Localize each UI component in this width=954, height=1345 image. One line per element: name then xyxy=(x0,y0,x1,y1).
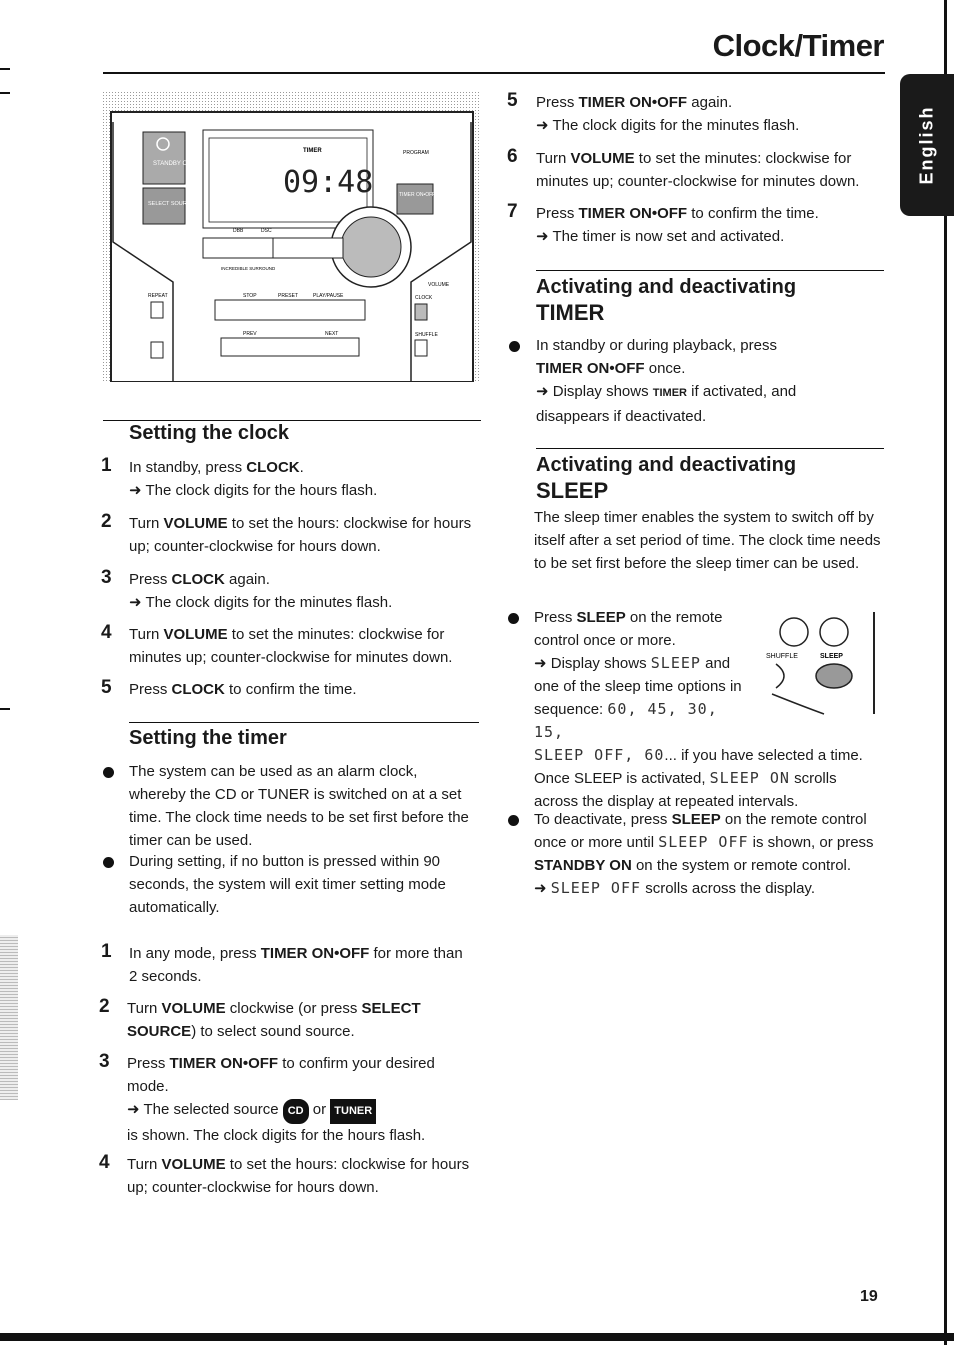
title-rule xyxy=(103,72,885,74)
step-number: 2 xyxy=(101,511,112,532)
timer-step-3: Press TIMER ON•OFF to confirm your desired mode. ➜ The selected source CD or TUNER is shown. The clock digits for the hours flash. xyxy=(127,1055,435,1144)
incredible-label: INCREDIBLE SURROUND xyxy=(221,266,276,271)
remote-sleep-label: SLEEP xyxy=(820,653,843,660)
dsc-label: DSC xyxy=(261,228,272,234)
select-source-label: SELECT SOURCE xyxy=(148,201,195,207)
prev-label: PREV xyxy=(243,331,257,337)
dbb-label: DBB xyxy=(233,228,244,234)
clock-step-5: Press CLOCK to confirm the time. xyxy=(129,681,357,698)
timer-bullet-2: During setting, if no button is pressed within 90 seconds, the system will exit timer setting mode automatically. xyxy=(129,853,446,916)
timer-step-7: Press TIMER ON•OFF to confirm the time. ➜ The timer is now set and activated. xyxy=(536,205,819,245)
sleep-bullet-2: To deactivate, press SLEEP on the remote control once or more until SLEEP OFF is shown, or press STANDBY ON on the system or remote control. ➜ SLEEP OFF scrolls across the display. xyxy=(534,811,874,897)
timer-heading: Setting the timer xyxy=(129,727,287,749)
bullet xyxy=(508,815,519,826)
margin-mark xyxy=(0,708,10,710)
language-tab-label: English xyxy=(916,105,937,185)
clock-step-4: Turn VOLUME to set the minutes: clockwise for minutes up; counter-clockwise for minutes down. xyxy=(129,626,453,666)
remote-shuffle-label: SHUFFLE xyxy=(766,653,798,660)
margin-mark xyxy=(0,68,10,70)
act-timer-text: In standby or during playback, press TIMER ON•OFF once. ➜ Display shows TIMER if activated, and disappears if deactivated. xyxy=(536,337,797,425)
timer-step-4: Turn VOLUME to set the hours: clockwise for hours up; counter-clockwise for hours down. xyxy=(127,1156,470,1196)
language-tab xyxy=(900,74,954,216)
clock-step-2: Turn VOLUME to set the hours: clockwise for hours up; counter-clockwise for hours down. xyxy=(129,515,472,555)
timer-step-6: Turn VOLUME to set the minutes: clockwise for minutes up; counter-clockwise for minutes down. xyxy=(536,150,860,190)
clock-step-1: In standby, press CLOCK. ➜ The clock digits for the hours flash. xyxy=(129,459,378,499)
sleep-bullet-1: Press SLEEP on the remote control once or more. ➜ Display shows SLEEP and one of the sleep time options in sequence: 60, 45, 30, 15, SLEEP OFF, 60... if you have selected a time. Once SLEEP is activated, SLEEP ON scrolls across the display at repeated intervals. xyxy=(534,609,863,810)
step-number: 3 xyxy=(99,1051,110,1072)
timer-bullet-1: The system can be used as an alarm clock, whereby the CD or TUNER is switched on at a set time. The clock time needs to be set first before the timer can be used. xyxy=(129,763,469,849)
section-rule xyxy=(536,448,884,449)
step-number: 3 xyxy=(101,567,112,588)
step-number: 2 xyxy=(99,996,110,1017)
sleep-intro: The sleep timer enables the system to switch off by itself after a set period of time. The clock time needs to be set first before the sleep timer can be used. xyxy=(534,509,881,572)
step-number: 1 xyxy=(101,941,112,962)
step-number: 7 xyxy=(507,201,518,222)
timer-step-5: Press TIMER ON•OFF again. ➜ The clock digits for the minutes flash. xyxy=(536,94,800,134)
section-rule xyxy=(129,722,479,723)
section-rule xyxy=(536,270,884,271)
margin-mark xyxy=(0,92,10,94)
bullet xyxy=(103,767,114,778)
program-label: PROGRAM xyxy=(403,150,429,156)
device-illustration xyxy=(103,92,481,382)
act-timer-heading: Activating and deactivating TIMER xyxy=(536,276,797,325)
page-bottom-border xyxy=(0,1333,954,1341)
preset-label: PRESET xyxy=(278,293,299,299)
standby-label: STANDBY ON xyxy=(153,161,192,167)
volume-label: VOLUME xyxy=(428,282,450,288)
play-pause-label: PLAY/PAUSE xyxy=(313,293,344,299)
shuffle-label: SHUFFLE xyxy=(415,332,438,338)
lcd-time: 09:48 xyxy=(283,165,374,200)
step-number: 6 xyxy=(507,146,518,167)
cd-icon: CD xyxy=(283,1099,309,1124)
remote-illustration xyxy=(762,606,880,716)
bullet xyxy=(508,613,519,624)
step-number: 4 xyxy=(99,1152,110,1173)
scan-gray-strip xyxy=(0,935,18,1100)
next-label: NEXT xyxy=(325,331,339,337)
bullet xyxy=(103,857,114,868)
act-sleep-heading: Activating and deactivating SLEEP xyxy=(536,454,797,503)
step-number: 1 xyxy=(101,455,112,476)
tuner-icon: TUNER xyxy=(330,1099,376,1124)
step-number: 4 xyxy=(101,622,112,643)
clock-step-3: Press CLOCK again. ➜ The clock digits for the minutes flash. xyxy=(129,571,393,611)
lcd-timer-label: TIMER xyxy=(303,148,322,154)
timer-onoff-label: TIMER ON•OFF xyxy=(399,192,436,198)
repeat-label: REPEAT xyxy=(148,293,168,299)
page-number: 19 xyxy=(860,1288,878,1305)
step-number: 5 xyxy=(101,677,112,698)
clock-heading: Setting the clock xyxy=(129,422,290,444)
timer-step-1: In any mode, press TIMER ON•OFF for more than 2 seconds. xyxy=(129,945,463,985)
clock-label: CLOCK xyxy=(415,295,433,301)
page-title: Clock/Timer xyxy=(712,28,884,63)
section-rule xyxy=(103,420,481,421)
timer-step-2: Turn VOLUME clockwise (or press SELECT SOURCE) to select sound source. xyxy=(127,1000,421,1040)
bullet xyxy=(509,341,520,352)
stop-label: STOP xyxy=(243,293,257,299)
step-number: 5 xyxy=(507,90,518,111)
